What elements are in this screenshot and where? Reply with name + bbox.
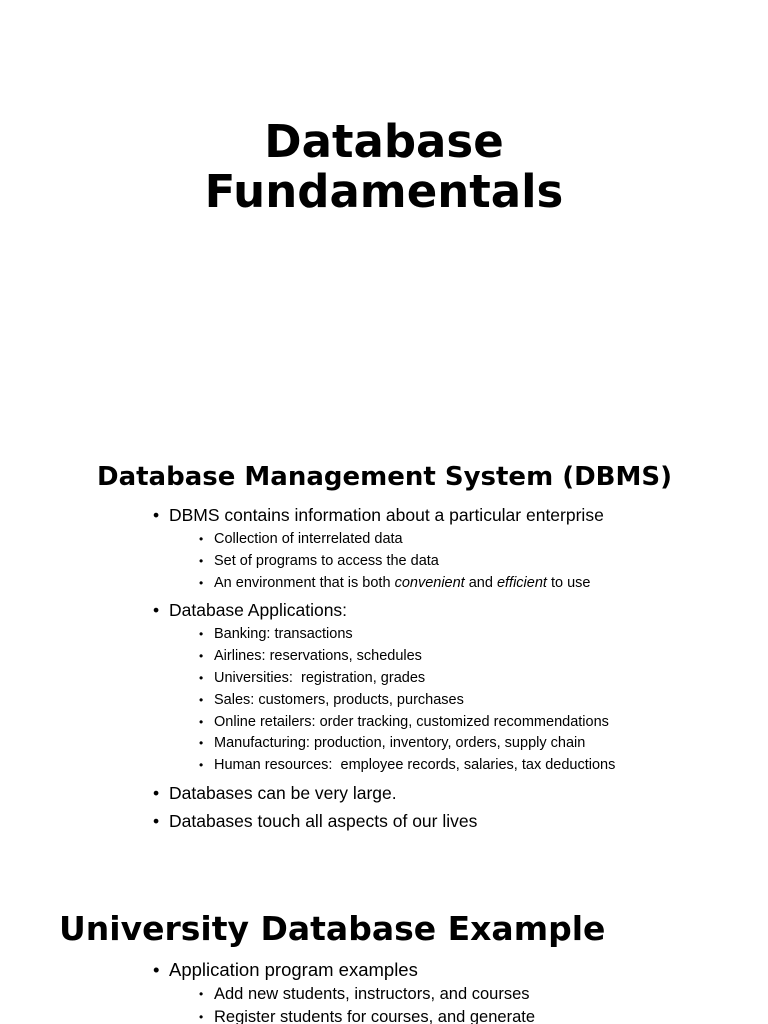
bullet-icon: • <box>199 1010 204 1024</box>
bullet-icon: • <box>153 505 160 525</box>
sub-list-item <box>199 573 615 595</box>
sub-list-item <box>199 668 615 690</box>
sub-list-item-text: Collection of interrelated data <box>214 531 403 547</box>
sub-list-item <box>199 646 615 668</box>
bullet-icon: • <box>199 692 204 707</box>
env-mid: and <box>464 574 497 591</box>
dbms-bullet-list <box>153 501 615 835</box>
list-item <box>153 501 615 596</box>
list-item <box>153 596 615 779</box>
bullet-icon: • <box>199 532 204 546</box>
env-emphasis-convenient: convenient <box>394 574 465 591</box>
bullet-icon: • <box>153 959 160 980</box>
bullet-icon: • <box>199 714 204 729</box>
bullet-icon: • <box>199 670 204 685</box>
bullet-icon: • <box>199 736 204 751</box>
env-emphasis-efficient: efficient <box>496 574 547 591</box>
sub-list-item-text: Online retailers: order tracking, customized recommendations <box>214 713 609 730</box>
sub-list-item <box>199 983 535 1006</box>
bullet-icon: • <box>199 575 204 590</box>
bullet-icon: • <box>153 810 160 831</box>
bullet-icon: • <box>199 649 204 664</box>
sub-list-item-text: Add new students, instructors, and courses <box>214 985 530 1003</box>
sub-list-item <box>199 529 615 551</box>
sub-list-item <box>199 624 615 646</box>
list-item-text: DBMS contains information about a particular enterprise <box>169 505 604 525</box>
sub-list-item <box>199 733 615 755</box>
sub-list-item <box>199 551 615 573</box>
sub-list <box>169 529 615 596</box>
title-line-2: Fundamentals <box>204 165 564 218</box>
list-item-text: Database Applications: <box>169 600 348 621</box>
list-item <box>153 807 615 835</box>
sub-list-item-text: Human resources: employee records, salaries, tax deductions <box>214 757 616 774</box>
sub-list-item <box>199 690 615 712</box>
env-suffix: to use <box>546 574 591 591</box>
sub-list-item-text: Banking: transactions <box>214 626 353 643</box>
list-item <box>153 779 615 807</box>
sub-list-item <box>199 1006 535 1024</box>
university-heading: University Database Example <box>59 909 606 948</box>
sub-list-item <box>199 755 615 777</box>
university-bullet-list <box>153 956 535 1024</box>
slide-title <box>0 117 768 217</box>
sub-list-item-text: Manufacturing: production, inventory, orders, supply chain <box>214 735 586 752</box>
sub-list <box>169 983 535 1024</box>
dbms-heading: Database Management System (DBMS) <box>97 462 672 492</box>
sub-list <box>169 624 615 779</box>
sub-list-item-text: Universities: registration, grades <box>214 669 426 686</box>
bullet-icon: • <box>199 758 204 773</box>
list-item-text: Application program examples <box>169 959 418 980</box>
sub-list-item-text: Set of programs to access the data <box>214 552 439 569</box>
sub-list-item-text: Sales: customers, products, purchases <box>214 691 464 708</box>
bullet-icon: • <box>199 553 204 568</box>
sub-list-item-text: Register students for courses, and generate <box>214 1008 536 1024</box>
list-item <box>153 956 535 1024</box>
bullet-icon: • <box>153 782 160 803</box>
list-item-text: Databases can be very large. <box>169 782 397 803</box>
list-item-text: Databases touch all aspects of our lives <box>169 810 478 831</box>
sub-list-item-text: Airlines: reservations, schedules <box>214 648 422 665</box>
bullet-icon: • <box>153 600 160 621</box>
bullet-icon: • <box>199 987 204 1001</box>
title-line-1: Database <box>264 115 504 168</box>
bullet-icon: • <box>199 627 204 642</box>
sub-list-item <box>199 712 615 734</box>
env-prefix: An environment that is both <box>214 574 395 591</box>
